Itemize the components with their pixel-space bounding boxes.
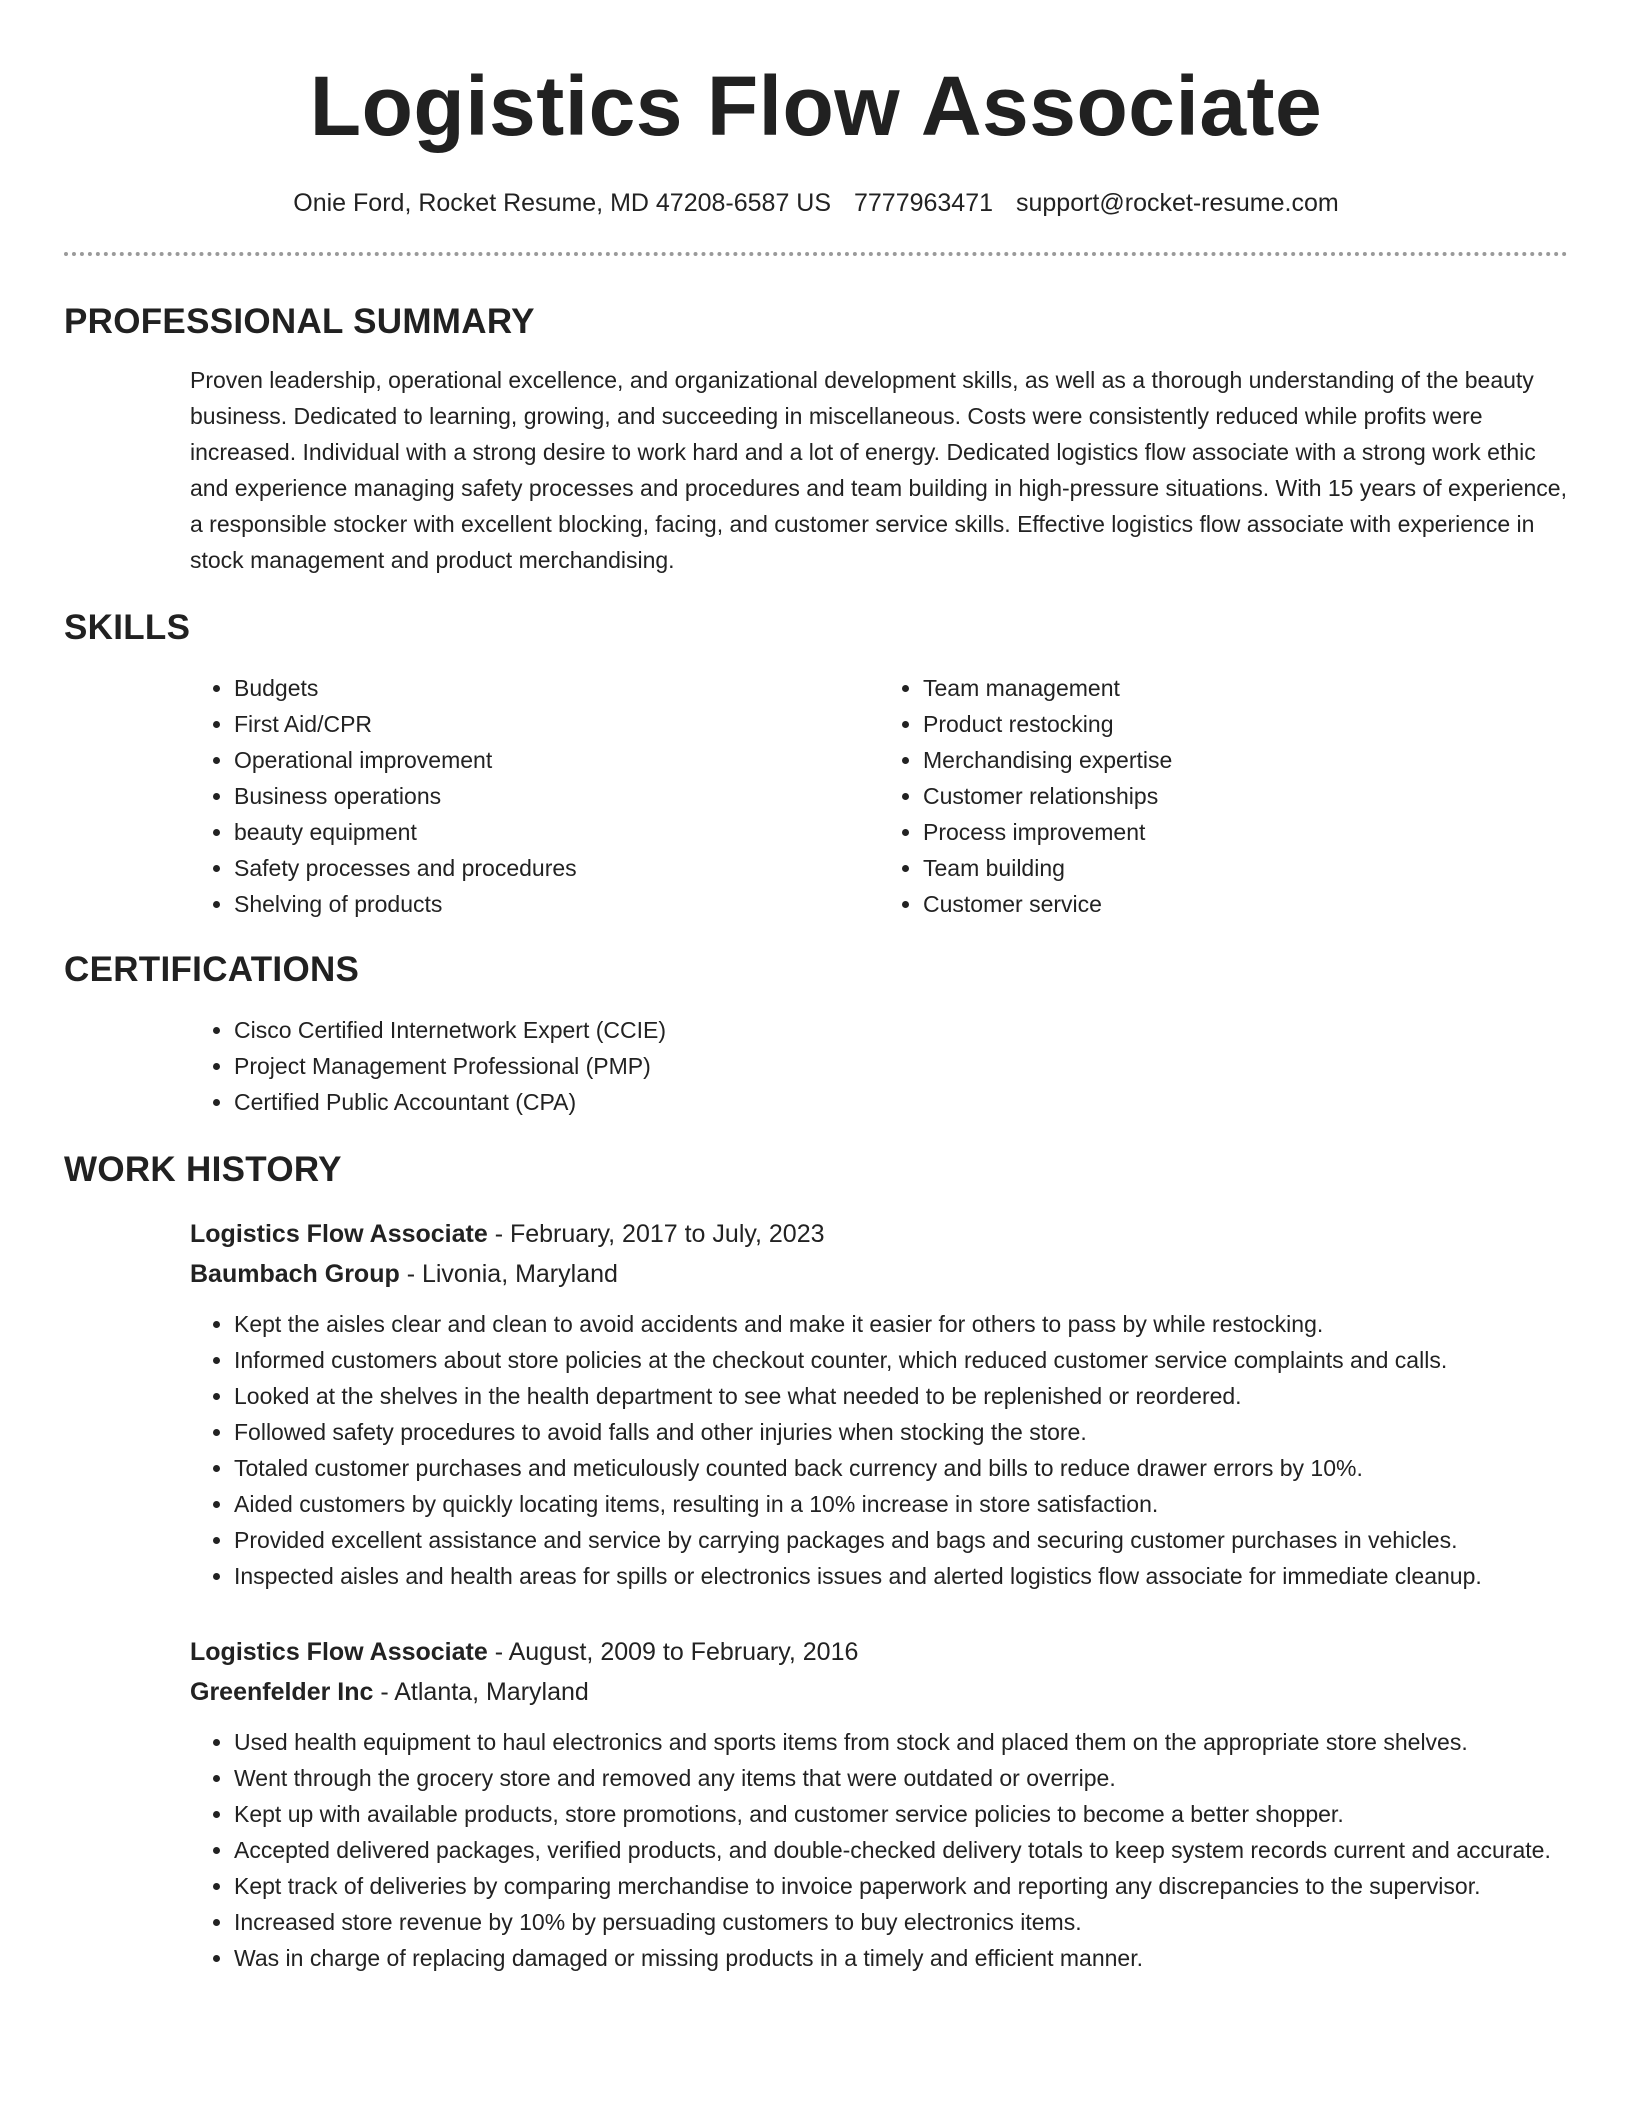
skills-list-left (190, 670, 879, 922)
job-location: - Atlanta, Maryland (373, 1678, 589, 1706)
job-dates: - August, 2009 to February, 2016 (487, 1638, 859, 1666)
contact-email: support@rocket-resume.com (1015, 189, 1339, 217)
summary-text: Proven leadership, operational excellence, and organizational development skills, as well as a thorough understanding of the beauty business. Dedicated to learning, growing, and succeeding in miscellaneous. Costs were consistently reduced while profits were increased. Individual with a strong desire to work hard and a lot of energy. Dedicated logistics flow associate with a strong work ethic and experience managing safety processes and procedures and team building in high-pressure situations. With 15 years of experience, a responsible stocker with excellent blocking, facing, and customer service skills. Effective logistics flow associate with experience in stock management and product merchandising. (190, 367, 1567, 573)
job-bullet: • Was in charge of replacing damaged or missing products in a timely and efficient manner. (234, 1940, 1568, 1976)
job-company: Greenfelder Inc (190, 1678, 374, 1706)
certification-item: • Cisco Certified Internetwork Expert (CCIE) (234, 1012, 1568, 1048)
contact-line (64, 186, 1568, 220)
skill-item: • First Aid/CPR (234, 706, 879, 742)
job-bullet: • Totaled customer purchases and meticulously counted back currency and bills to reduce drawer errors by 10%. (234, 1450, 1568, 1486)
skills-section (64, 608, 1568, 922)
skill-item: • Merchandising expertise (923, 742, 1568, 778)
skill-item: • Process improvement (923, 814, 1568, 850)
summary-section (64, 302, 1568, 578)
contact-address: Onie Ford, Rocket Resume, MD 47208-6587 US (293, 189, 832, 217)
certification-item: • Project Management Professional (PMP) (234, 1048, 1568, 1084)
job-title: Logistics Flow Associate (190, 1220, 488, 1248)
skill-item: • Budgets (234, 670, 879, 706)
job-entry (190, 1214, 1568, 1594)
job-title: Logistics Flow Associate (190, 1638, 488, 1666)
job-company-line (190, 1254, 1568, 1294)
contact-phone: 7777963471 (853, 189, 994, 217)
job-title-line (190, 1632, 1568, 1672)
certifications-section (64, 950, 1568, 1120)
certifications-heading: CERTIFICATIONS (64, 950, 360, 989)
job-title-line (190, 1214, 1568, 1254)
job-bullet: • Used health equipment to haul electronics and sports items from stock and placed them on the appropriate store shelves. (234, 1724, 1568, 1760)
resume-title: Logistics Flow Associate (309, 59, 1323, 153)
skill-item: • Shelving of products (234, 886, 879, 922)
skills-heading: SKILLS (64, 608, 191, 647)
summary-heading: PROFESSIONAL SUMMARY (64, 302, 535, 341)
skills-list-right (879, 670, 1568, 922)
skill-item: • Customer service (923, 886, 1568, 922)
job-bullets (190, 1724, 1568, 1976)
job-bullet: • Inspected aisles and health areas for spills or electronics issues and alerted logistics flow associate for immediate cleanup. (234, 1558, 1568, 1594)
certification-item: • Certified Public Accountant (CPA) (234, 1084, 1568, 1120)
skill-item: • Operational improvement (234, 742, 879, 778)
job-bullet: • Went through the grocery store and removed any items that were outdated or overripe. (234, 1760, 1568, 1796)
skill-item: • Safety processes and procedures (234, 850, 879, 886)
job-bullet: • Kept the aisles clear and clean to avoid accidents and make it easier for others to pass by while restocking. (234, 1306, 1568, 1342)
job-entry (190, 1632, 1568, 1976)
work-history-section (64, 1150, 1568, 1976)
job-bullet: • Increased store revenue by 10% by persuading customers to buy electronics items. (234, 1904, 1568, 1940)
skill-item: • Product restocking (923, 706, 1568, 742)
skill-item: • Team management (923, 670, 1568, 706)
skill-item: • Business operations (234, 778, 879, 814)
job-bullet: • Kept track of deliveries by comparing merchandise to invoice paperwork and reporting any discrepancies to the supervisor. (234, 1868, 1568, 1904)
job-bullet: • Provided excellent assistance and service by carrying packages and bags and securing customer purchases in vehicles. (234, 1522, 1568, 1558)
job-bullet: • Aided customers by quickly locating items, resulting in a 10% increase in store satisfaction. (234, 1486, 1568, 1522)
job-company-line (190, 1672, 1568, 1712)
job-bullet: • Kept up with available products, store promotions, and customer service policies to become a better shopper. (234, 1796, 1568, 1832)
work-history-heading: WORK HISTORY (64, 1150, 342, 1189)
job-company: Baumbach Group (190, 1260, 400, 1288)
job-bullets (190, 1306, 1568, 1594)
header-divider (64, 252, 1568, 256)
job-bullet: • Looked at the shelves in the health department to see what needed to be replenished or reordered. (234, 1378, 1568, 1414)
job-bullet: • Informed customers about store policies at the checkout counter, which reduced customer service complaints and calls. (234, 1342, 1568, 1378)
job-bullet: • Followed safety procedures to avoid falls and other injuries when stocking the store. (234, 1414, 1568, 1450)
skill-item: • Team building (923, 850, 1568, 886)
skills-grid (190, 670, 1568, 922)
certifications-list (190, 1012, 1568, 1120)
skill-item: • Customer relationships (923, 778, 1568, 814)
job-dates: - February, 2017 to July, 2023 (487, 1220, 825, 1248)
skill-item: • beauty equipment (234, 814, 879, 850)
job-location: - Livonia, Maryland (399, 1260, 618, 1288)
job-bullet: • Accepted delivered packages, verified products, and double-checked delivery totals to keep system records current and accurate. (234, 1832, 1568, 1868)
